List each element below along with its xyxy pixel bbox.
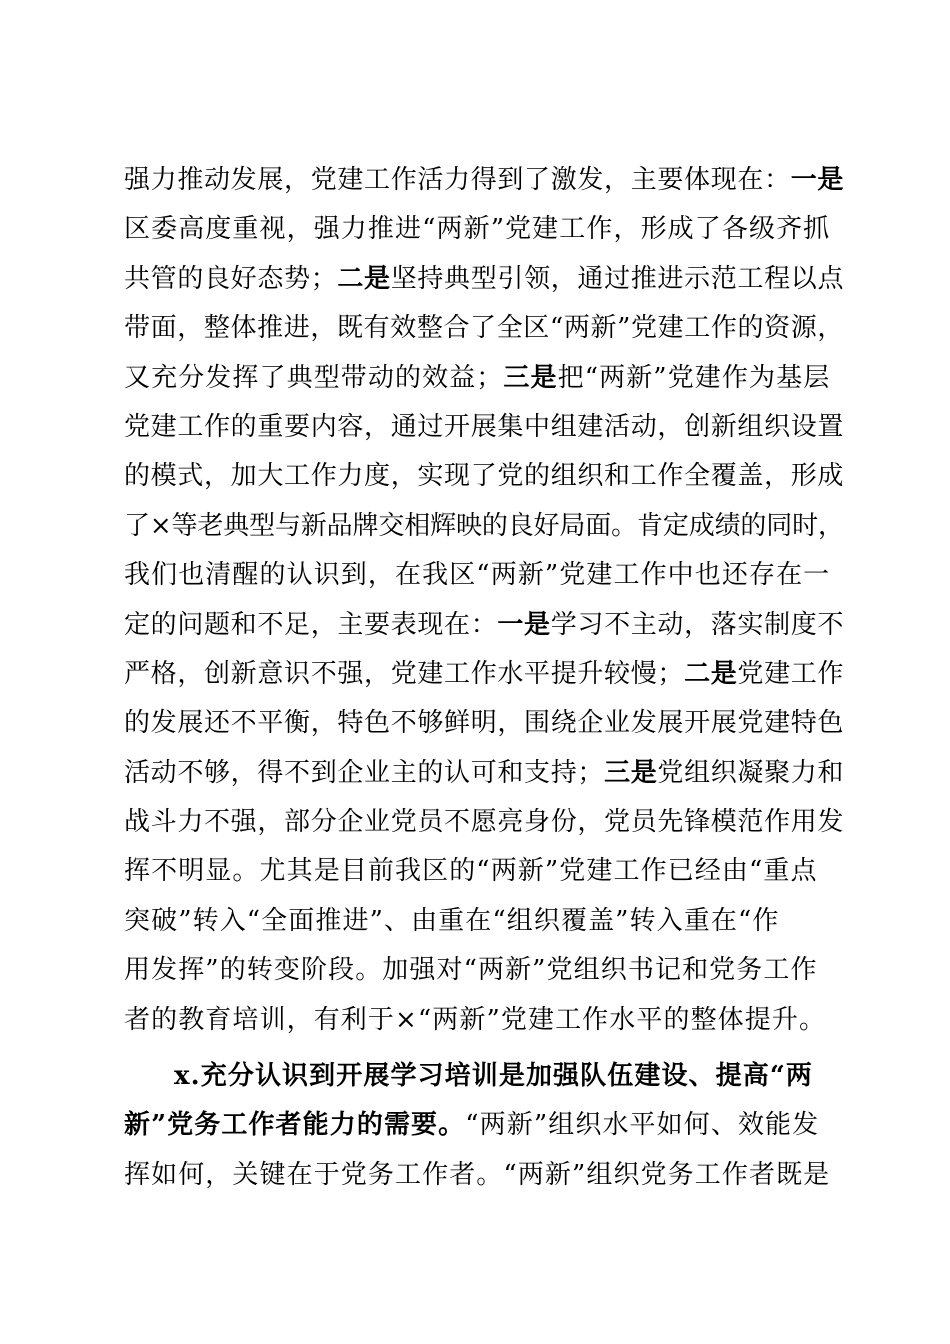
- text-run: 我们也清醒的认识到，在我区“两新”党建工作中也还存在一: [124, 560, 831, 591]
- text-run: 定的问题和不足，主要表现在：: [124, 609, 498, 640]
- text-run: 活动不够，得不到企业主的认可和支持；: [124, 757, 605, 788]
- bold-run: x.充分认识到开展学习培训是加强队伍建设、提高“两: [174, 1061, 814, 1092]
- text-line: [124, 601, 844, 650]
- text-line: [124, 255, 844, 304]
- text-line: [124, 205, 844, 254]
- text-run: 战斗力不强，部分企业党员不愿亮身份，党员先锋模范作用发: [124, 807, 845, 838]
- text-run: “两新”组织水平如何、效能发: [465, 1110, 820, 1141]
- text-run: 学习不主动，落实制度不: [550, 609, 845, 640]
- text-line: [124, 452, 844, 501]
- text-run: 党建工作的重要内容，通过开展集中组建活动，创新组织设置: [124, 411, 845, 442]
- text-line: [124, 996, 844, 1045]
- text-line: [124, 551, 844, 600]
- text-run: 又充分发挥了典型带动的效益；: [124, 362, 504, 393]
- text-line: [124, 650, 844, 699]
- document-body: [124, 156, 844, 1200]
- text-run: 坚持典型引领，通过推进示范工程以点: [390, 263, 845, 294]
- bold-run: 二是: [337, 263, 391, 294]
- bold-run: 新”党务工作者能力的需要。: [124, 1110, 466, 1141]
- text-line: [124, 354, 844, 403]
- text-line: [124, 1151, 844, 1200]
- text-run: 挥如何，关键在于党务工作者。“两新”组织党务工作者既是: [124, 1159, 831, 1190]
- text-run: 党组织凝聚力和: [657, 757, 845, 788]
- text-run: 带面，整体推进，既有效整合了全区“两新”党建工作的资源，: [124, 313, 844, 344]
- text-run: 者的教育培训，有利于×“两新”党建工作水平的整体提升。: [124, 1004, 827, 1035]
- section-heading-line: [124, 1052, 844, 1101]
- text-run: 突破”转入“全面推进”、由重在“组织覆盖”转入重在“作: [124, 905, 780, 936]
- text-line: [124, 304, 844, 353]
- text-line: [124, 897, 844, 946]
- bold-run: 三是: [503, 362, 558, 393]
- text-run: 区委高度重视，强力推进“两新”党建工作，形成了各级齐抓: [124, 214, 831, 245]
- bold-run: 一是: [497, 609, 551, 640]
- text-run: 的发展还不平衡，特色不够鲜明，围绕企业发展开展党建特色: [124, 708, 845, 739]
- text-run: 严格，创新意识不强，党建工作水平提升较慢；: [124, 658, 685, 689]
- text-line: [124, 403, 844, 452]
- text-line: [124, 502, 844, 551]
- text-line: [124, 699, 844, 748]
- text-line: [124, 749, 844, 798]
- text-run: 共管的良好态势；: [124, 263, 338, 294]
- text-run: 挥不明显。尤其是目前我区的“两新”党建工作已经由“重点: [124, 856, 818, 887]
- text-line: [124, 847, 844, 896]
- text-run: 用发挥”的转变阶段。加强对“两新”党组织书记和党务工作: [124, 955, 818, 986]
- text-line: [124, 1101, 844, 1150]
- bold-run: 二是: [684, 658, 738, 689]
- text-line: [124, 798, 844, 847]
- text-line: [124, 946, 844, 995]
- text-run: 强力推动发展，党建工作活力得到了激发，主要体现在：: [124, 165, 791, 195]
- text-run: 了×等老典型与新品牌交相辉映的良好局面。肯定成绩的同时，: [124, 510, 844, 541]
- text-run: 把“两新”党建作为基层: [557, 362, 831, 393]
- text-run: 党建工作: [737, 658, 845, 689]
- text-run: 的模式，加大工作力度，实现了党的组织和工作全覆盖，形成: [124, 461, 845, 492]
- bold-run: 一是: [790, 165, 845, 195]
- text-line: [124, 156, 844, 205]
- bold-run: 三是: [604, 757, 658, 788]
